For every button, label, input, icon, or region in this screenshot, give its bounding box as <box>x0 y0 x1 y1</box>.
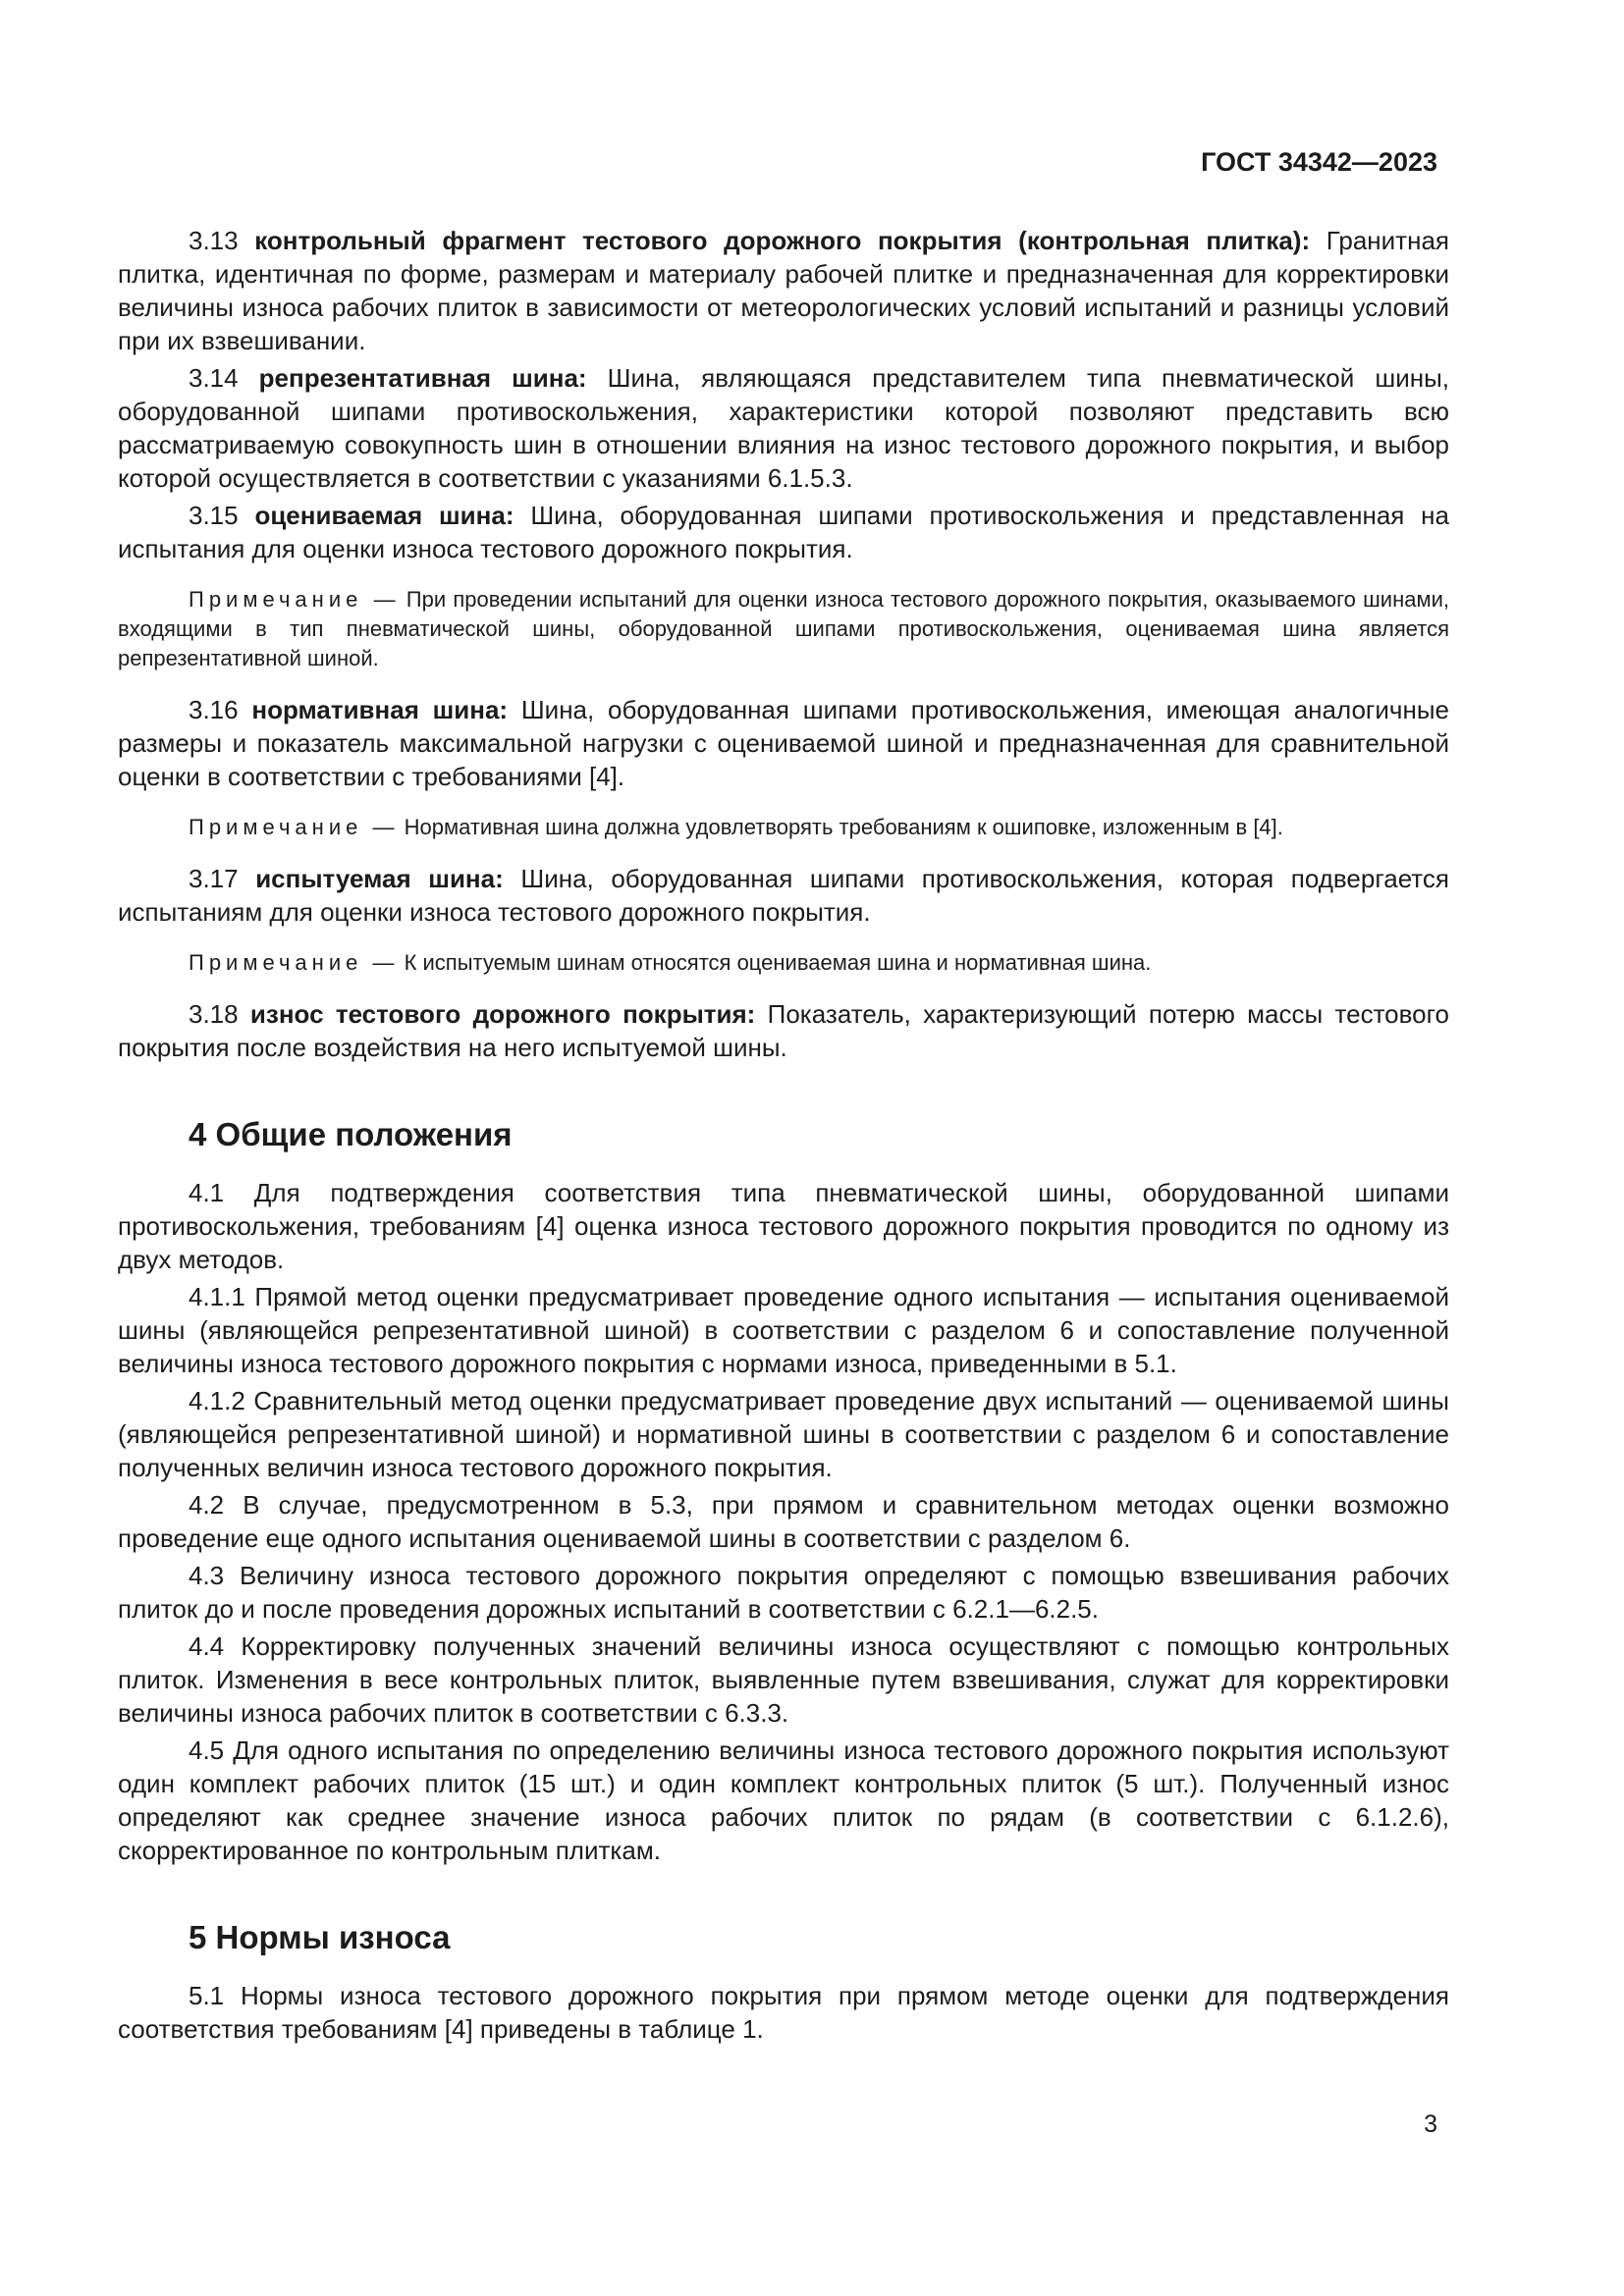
item-number: 3.15 <box>189 501 239 530</box>
item-number: 3.14 <box>189 363 239 393</box>
term: испытуемая шина: <box>255 864 504 893</box>
page-content <box>118 224 1449 2050</box>
paragraph-4-1: 4.1 Для подтверждения соответствия типа пневматической шины, оборудованной шипами противоскольжения, требованиям [4] оценка износа тестового дорожного покрытия проводится по одному из двух методов. <box>118 1178 1449 1274</box>
definition-3-17 <box>118 862 1449 929</box>
definition-text: Гранитная плитка, идентичная по форме, размерам и материалу рабочей плитке и предназначенная для корректировки величины износа рабочих плиток в зависимости от метеорологических условий испытаний и разницы условий при их взвешивании. <box>118 226 1449 355</box>
document-code: ГОСТ 34342—2023 <box>1201 147 1437 177</box>
term: репрезентативная шина: <box>258 363 587 393</box>
paragraph-4-1-1: 4.1.1 Прямой метод оценки предусматривает проведение одного испытания — испытания оцениваемой шины (являющейся репрезентативной шиной) в соответствии с разделом 6 и сопоставление полученной величины износа тестового дорожного покрытия с нормами износа, приведенными в 5.1. <box>118 1282 1449 1378</box>
item-number: 3.16 <box>189 695 239 724</box>
definition-3-18 <box>118 997 1449 1064</box>
item-number: 3.18 <box>189 999 239 1029</box>
note-dash: — <box>373 587 396 612</box>
note-label: Примечание <box>189 950 363 975</box>
term: износ тестового дорожного покрытия: <box>249 999 756 1029</box>
section-4-heading: 4 Общие положения <box>189 1116 513 1152</box>
definition-3-14 <box>118 361 1449 495</box>
definition-text: Показатель, характеризующий потерю массы тестового покрытия после воздействия на него испытуемой шины. <box>118 999 1449 1062</box>
term: оцениваемая шина: <box>254 501 514 530</box>
note-3-17 <box>118 948 1449 978</box>
note-dash: — <box>372 815 395 839</box>
definition-3-13 <box>118 224 1449 357</box>
note-label: Примечание <box>189 815 363 839</box>
note-3-15 <box>118 585 1449 673</box>
definition-text: Шина, оборудованная шипами противоскольжения, имеющая аналогичные размеры и показатель максимальной нагрузки с оцениваемой шиной и предназначенная для сравнительной оценки в соответствии с требованиями [4]. <box>118 695 1449 791</box>
note-text: К испытуемым шинам относятся оцениваемая шина и нормативная шина. <box>404 950 1152 975</box>
definition-text: Шина, оборудованная шипами противоскольжения, которая подвергается испытаниям для оценки износа тестового дорожного покрытия. <box>118 864 1449 927</box>
paragraph-4-2: 4.2 В случае, предусмотренном в 5.3, при прямом и сравнительном методах оценки возможно проведение еще одного испытания оцениваемой шины в соответствии с разделом 6. <box>118 1490 1449 1553</box>
definition-3-16 <box>118 693 1449 793</box>
paragraph-4-3: 4.3 Величину износа тестового дорожного покрытия определяют с помощью взвешивания рабочих плиток до и после проведения дорожных испытаний в соответствии с 6.2.1—6.2.5. <box>118 1561 1449 1624</box>
note-text: При проведении испытаний для оценки износа тестового дорожного покрытия, оказываемого шинами, входящими в тип пневматической шины, оборудованной шипами противоскольжения, оцениваемая шина является репрезентативной шиной. <box>118 587 1449 670</box>
definition-text: Шина, являющаяся представителем типа пневматической шины, оборудованной шипами противоскольжения, характеристики которой позволяют представить всю рассматриваемую совокупность шин в отношении влияния на износ тестового дорожного покрытия, и выбор которой осуществляется в соответствии с указаниями 6.1.5.3. <box>118 363 1449 493</box>
note-dash: — <box>372 950 395 975</box>
term: нормативная шина: <box>251 695 509 724</box>
item-number: 3.17 <box>189 864 239 893</box>
note-text: Нормативная шина должна удовлетворять требованиям к ошиповке, изложенным в [4]. <box>404 815 1283 839</box>
definition-text: Шина, оборудованная шипами противоскольжения и представленная на испытания для оценки износа тестового дорожного покрытия. <box>118 501 1449 563</box>
page-number: 3 <box>1424 2110 1437 2138</box>
term: контрольный фрагмент тестового дорожного покрытия (контрольная плитка): <box>254 226 1311 255</box>
definition-3-15 <box>118 499 1449 565</box>
paragraph-5-1: 5.1 Нормы износа тестового дорожного покрытия при прямом методе оценки для подтверждения соответствия требованиям [4] приведены в таблице 1. <box>118 1981 1449 2044</box>
note-3-16 <box>118 813 1449 842</box>
note-label: Примечание <box>189 587 363 612</box>
paragraph-4-5: 4.5 Для одного испытания по определению величины износа тестового дорожного покрытия используют один комплект рабочих плиток (15 шт.) и один комплект контрольных плиток (5 шт.). Полученный износ определяют как среднее значение износа рабочих плиток по рядам (в соответствии с 6.1.2.6), скорректированное по контрольным плиткам. <box>118 1735 1449 1865</box>
paragraph-4-4: 4.4 Корректировку полученных значений величины износа осуществляют с помощью контрольных плиток. Изменения в весе контрольных плиток, выявленные путем взвешивания, служат для корректировки величины износа рабочих плиток в соответствии с 6.3.3. <box>118 1631 1449 1728</box>
paragraph-4-1-2: 4.1.2 Сравнительный метод оценки предусматривает проведение двух испытаний — оцениваемой шины (являющейся репрезентативной шиной) и нормативной шины в соответствии с разделом 6 и сопоставление полученных величин износа тестового дорожного покрытия. <box>118 1386 1449 1482</box>
section-5-heading: 5 Нормы износа <box>189 1919 451 1955</box>
item-number: 3.13 <box>189 226 239 255</box>
